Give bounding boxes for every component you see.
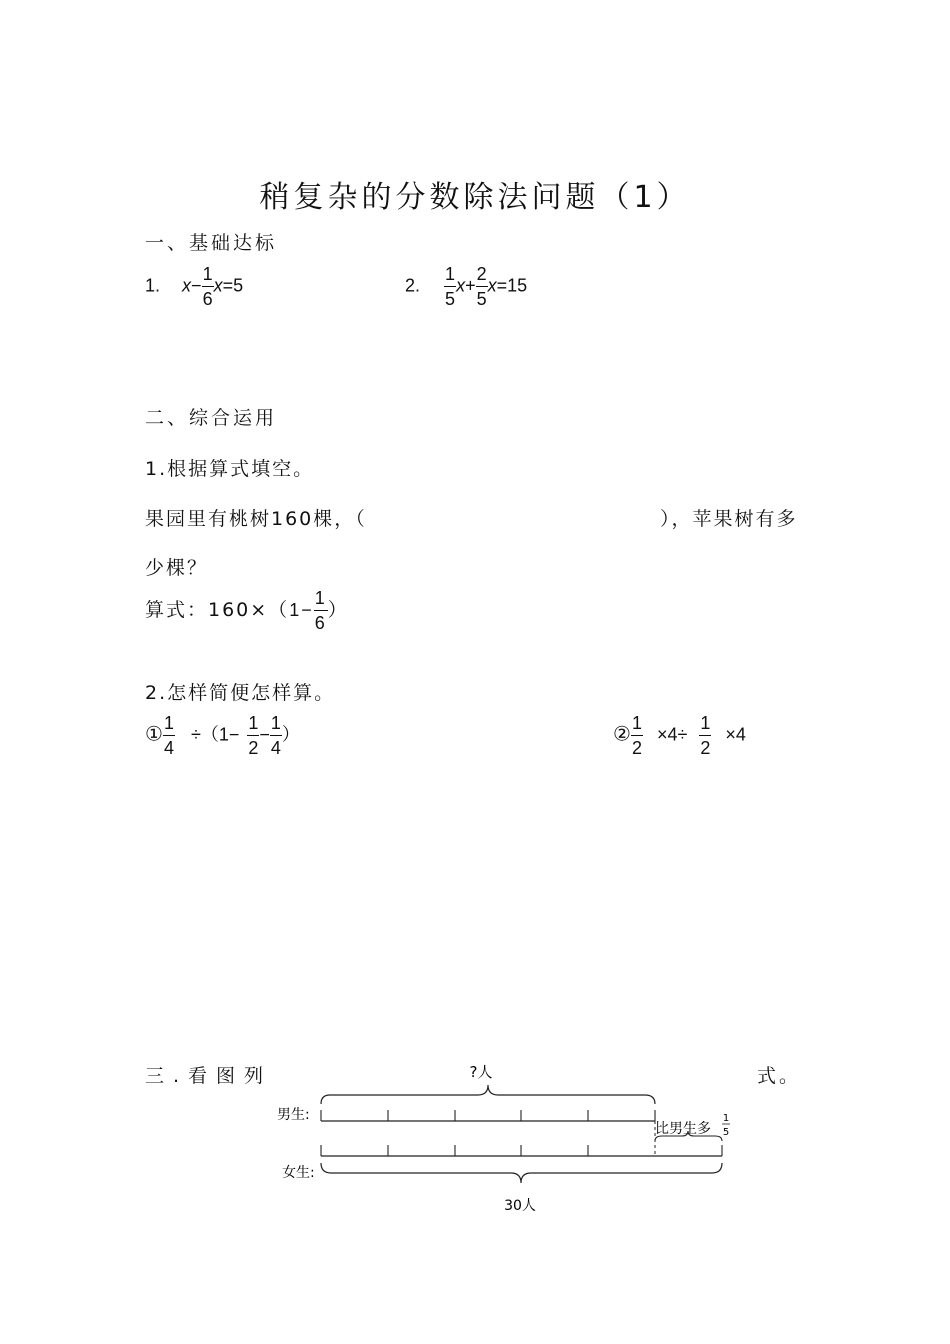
equation-2 <box>405 265 527 308</box>
girl-ticks <box>321 1145 722 1156</box>
operator: − <box>259 724 270 745</box>
expression-1 <box>145 714 300 757</box>
variable: x <box>456 275 466 296</box>
bottom-label: 30人 <box>504 1198 536 1214</box>
top-brace <box>321 1085 655 1104</box>
variable: x <box>213 275 223 296</box>
formula <box>145 589 349 632</box>
variable: x <box>487 275 497 296</box>
fraction: $\frac{1}{2}$ <box>700 713 711 758</box>
problem-1-text-b: ），苹果树有多 <box>660 508 798 530</box>
multiply-end: ×4 <box>725 724 746 745</box>
bottom-brace <box>321 1163 722 1183</box>
more-label: 比男生多 <box>655 1121 711 1137</box>
fraction: $\frac{1}{2}$ <box>631 713 642 758</box>
variable: x <box>182 275 192 296</box>
equation-rhs: =5 <box>222 275 244 296</box>
formula-prefix: 算式：160×（ <box>145 599 290 621</box>
operator: − <box>191 275 202 296</box>
expression-2 <box>613 714 746 757</box>
more-frac-den: 5 <box>722 1127 730 1138</box>
fraction: $\frac{1}{6}$ <box>314 588 327 633</box>
boy-label: 男生: <box>277 1107 310 1123</box>
fraction: $\frac{2}{5}$ <box>476 264 487 309</box>
answer-blank[interactable] <box>390 530 655 531</box>
boy-ticks <box>321 1110 655 1121</box>
equation-rhs: =15 <box>496 275 528 296</box>
girl-label: 女生: <box>282 1165 315 1181</box>
page-title: 稍复杂的分数除法问题（1） <box>259 180 691 215</box>
circle-number-2: ② <box>613 723 631 746</box>
section2-heading: 二、综合运用 <box>145 407 278 429</box>
section3-heading: 三.看图列 <box>145 1065 273 1087</box>
section1-heading: 一、基础达标 <box>145 232 278 254</box>
equation-1 <box>145 265 243 308</box>
top-label: ?人 <box>469 1063 493 1081</box>
fraction: $\frac{1}{6}$ <box>202 264 213 309</box>
divide-open: ÷（1− <box>190 724 240 745</box>
more-frac-num: 1 <box>722 1113 730 1124</box>
formula-one: 1− <box>289 600 314 620</box>
fraction: $\frac{1}{4}$ <box>270 713 281 758</box>
fraction: $\frac{1}{2}$ <box>248 713 259 758</box>
question-number: 1. <box>145 275 161 296</box>
circle-number-1: ① <box>145 723 163 746</box>
formula-close: ） <box>327 599 349 621</box>
close-paren: ） <box>281 724 300 745</box>
problem-2-label: 2.怎样简便怎样算。 <box>145 682 336 704</box>
fraction: $\frac{1}{4}$ <box>163 713 174 758</box>
problem-1-text-a: 果园里有桃树160棵，（ <box>145 508 367 530</box>
segment-diagram <box>0 1055 950 1225</box>
problem-1-label: 1.根据算式填空。 <box>145 458 315 480</box>
operator: + <box>465 275 476 296</box>
multiply-divide: ×4÷ <box>656 724 688 745</box>
fraction: $\frac{1}{5}$ <box>445 264 456 309</box>
question-number: 2. <box>405 275 421 296</box>
section3-heading-end: 式。 <box>757 1065 802 1087</box>
problem-1-text-c: 少棵？ <box>145 557 209 579</box>
